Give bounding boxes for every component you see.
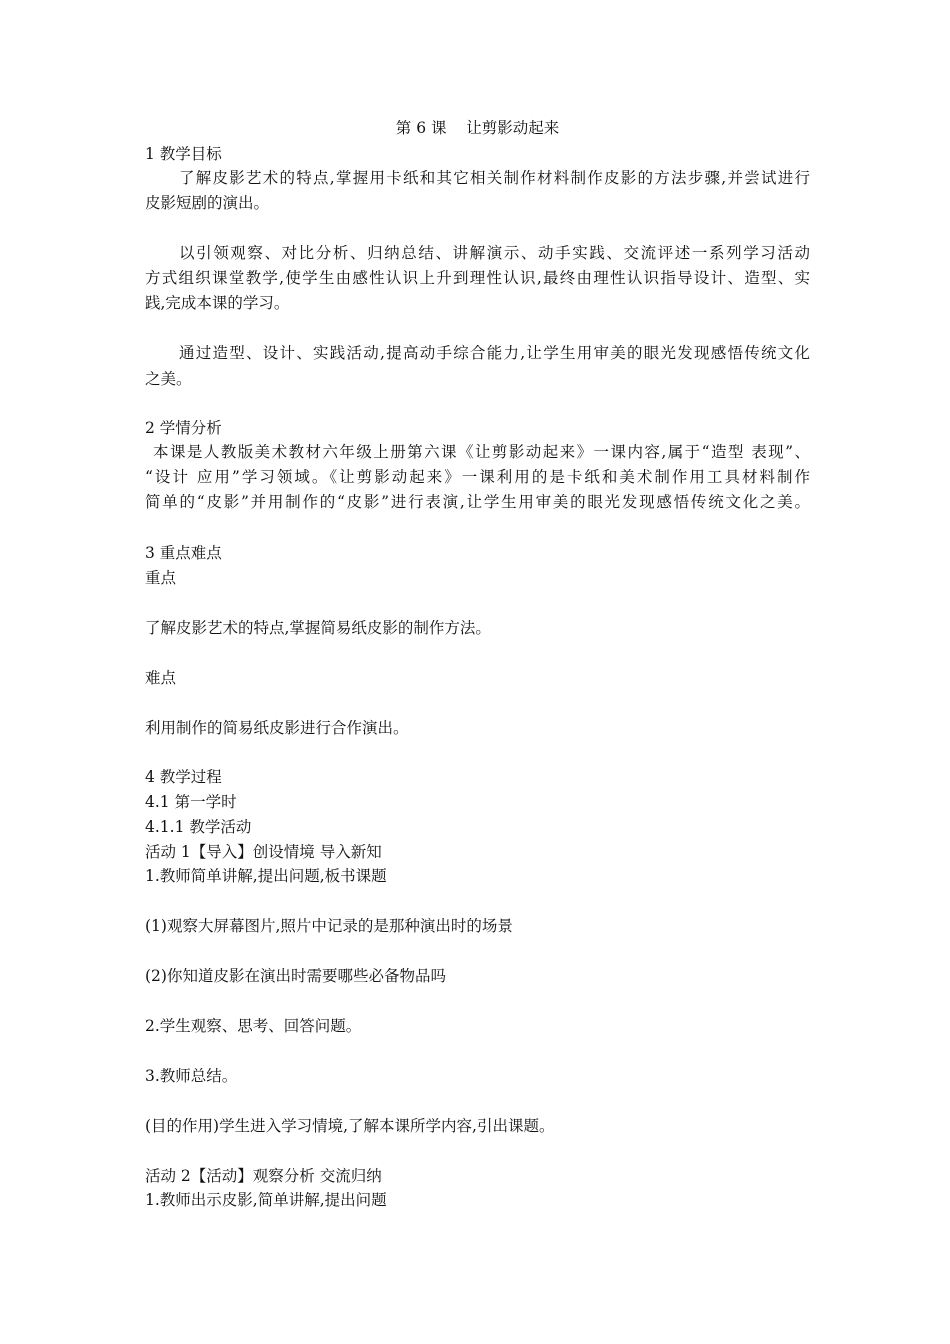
document-title: 第 6 课 让剪影动起来 (395, 119, 560, 137)
activity-1-purpose: (目的作用)学生进入学习情境,了解本课所学内容,引出课题。 (145, 1117, 555, 1135)
activity-1-title: 活动 1【导入】创设情境 导入新知 (145, 843, 382, 861)
goals-paragraph-2-line-3: 践,完成本课的学习。 (145, 294, 290, 312)
subsection-first-period: 4.1 第一学时 (145, 793, 237, 811)
activity-1-question-1: (1)观察大屏幕图片,照片中记录的是那种演出时的场景 (145, 917, 513, 935)
activity-2-step-1: 1.教师出示皮影,简单讲解,提出问题 (145, 1191, 387, 1209)
goals-paragraph-3-line-1: 通过造型、设计、实践活动,提高动手综合能力,让学生用审美的眼光发现感悟传统文化 (179, 344, 810, 362)
goals-paragraph-2-line-2: 方式组织课堂教学,使学生由感性认识上升到理性认识,最终由理性认识指导设计、造型、实 (145, 269, 810, 287)
activity-2-title: 活动 2【活动】观察分析 交流归纳 (145, 1167, 382, 1185)
section-heading-key-points: 3 重点难点 (145, 544, 222, 562)
subsection-activities: 4.1.1 教学活动 (145, 818, 252, 836)
analysis-line-1: 本课是人教版美术教材六年级上册第六课《让剪影动起来》一课内容,属于“造型 表现”、 (153, 443, 810, 461)
goals-paragraph-1-line-1: 了解皮影艺术的特点,掌握用卡纸和其它相关制作材料制作皮影的方法步骤,并尝试进行 (179, 169, 810, 187)
section-heading-process: 4 教学过程 (145, 768, 222, 786)
difficulty-text: 利用制作的简易纸皮影进行合作演出。 (145, 719, 409, 737)
activity-1-step-1: 1.教师简单讲解,提出问题,板书课题 (145, 867, 387, 885)
activity-1-step-3: 3.教师总结。 (145, 1067, 238, 1085)
key-point-text: 了解皮影艺术的特点,掌握简易纸皮影的制作方法。 (145, 619, 491, 637)
analysis-line-3: 简单的“皮影”并用制作的“皮影”进行表演,让学生用审美的眼光发现感悟传统文化之美。 (145, 493, 810, 511)
activity-1-step-2: 2.学生观察、思考、回答问题。 (145, 1017, 362, 1035)
analysis-line-2: “设计 应用”学习领域。《让剪影动起来》一课利用的是卡纸和美术制作用工具材料制作 (145, 468, 810, 486)
section-heading-analysis: 2 学情分析 (145, 419, 222, 437)
difficulty-label: 难点 (145, 669, 177, 687)
key-point-label: 重点 (145, 569, 177, 587)
section-heading-goals: 1 教学目标 (145, 145, 222, 163)
activity-1-question-2: (2)你知道皮影在演出时需要哪些必备物品吗 (145, 967, 446, 985)
goals-paragraph-2-line-1: 以引领观察、对比分析、归纳总结、讲解演示、动手实践、交流评述一系列学习活动 (179, 244, 810, 262)
goals-paragraph-1-line-2: 皮影短剧的演出。 (145, 194, 270, 212)
goals-paragraph-3-line-2: 之美。 (145, 370, 192, 388)
